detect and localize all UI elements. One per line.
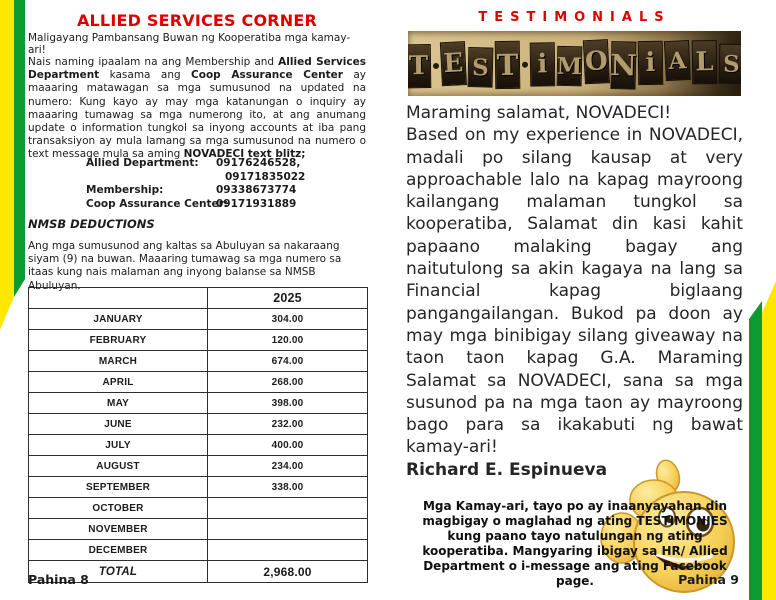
testimonial-text: Based on my experience in NOVADECI, madali po silang kausap at very approachable lalo na kapag mayroong kailangang malaman tungkol sa kooperatiba, Salamat din kasi kahit papaano malaking bagay ang naitutulong sa akin kagaya na lang sa Financial kapag biglaang pangangailangan. Bukod pa doon ay may mga binibigay silang giveaway na taon taon kapag G.A. Maraming Salamat sa NOVADECI, sana sa mga susunod pa na mga taon ay mayroong bago para sa ikakabuti ng bawat kamay-ari! <box>406 125 743 458</box>
testimonies-invitation-note: Mga Kamay-ari, tayo po ay inaanyayahan din magbigay o maglahad ng ating TESTIMONIES kung paano tayo natulungan ng ating kooperatiba. Mangyaring ibigay sa HR/ Allied Department o i-message ang ating Facebook page. <box>422 499 728 588</box>
phone-numbers <box>216 157 305 184</box>
table-cell-month: FEBRUARY <box>29 330 208 351</box>
phone-row <box>86 184 305 198</box>
page-number-right: Pahina 9 <box>678 572 739 587</box>
table-row <box>29 372 368 393</box>
letterpress-letter-block: T <box>494 40 520 88</box>
greeting-line: Maligayang Pambansang Buwan ng Kooperatiba mga kamay-ari! <box>28 32 351 56</box>
phone-row <box>86 157 305 184</box>
table-cell-month: SEPTEMBER <box>29 477 208 498</box>
intro-paragraph <box>28 56 366 162</box>
letterpress-letter-block: N <box>610 41 636 90</box>
right-green-ribbon <box>749 301 762 600</box>
table-cell-month: AUGUST <box>29 456 208 477</box>
phone-number: 09171835022 <box>225 170 306 183</box>
table-cell-month: JUNE <box>29 414 208 435</box>
letterpress-letter-block: L <box>691 40 717 84</box>
table-cell-amount: 268.00 <box>208 372 368 393</box>
page-right <box>406 0 743 600</box>
table-cell-month: JANUARY <box>29 309 208 330</box>
table-cell-month: DECEMBER <box>29 540 208 561</box>
table-total-value: 2,968.00 <box>208 561 368 583</box>
table-row <box>29 330 368 351</box>
phone-label: Membership: <box>86 184 164 196</box>
table-cell-month: JULY <box>29 435 208 456</box>
letterpress-letter-block: M <box>556 45 582 86</box>
letterpress-letter-block: O <box>582 39 609 84</box>
table-cell-amount <box>208 498 368 519</box>
table-header-year: 2025 <box>208 288 368 309</box>
nmsb-deductions-heading: NMSB DEDUCTIONS <box>28 217 155 231</box>
phone-row <box>86 198 305 212</box>
table-cell-amount: 400.00 <box>208 435 368 456</box>
left-yellow-ribbon <box>0 0 14 330</box>
phone-number: 09176246528, <box>216 157 301 169</box>
table-cell-amount: 120.00 <box>208 330 368 351</box>
letterpress-letter-block: T <box>408 44 431 88</box>
letterpress-letter-block: E <box>439 41 466 86</box>
table-cell-amount: 338.00 <box>208 477 368 498</box>
page-number-left: Pahina 8 <box>28 572 89 587</box>
table-cell-amount: 674.00 <box>208 351 368 372</box>
deductions-paragraph: Ang mga sumusunod ang kaltas sa Abuluyan sa nakaraang siyam (9) na buwan. Maaaring tumawag sa mga numero sa itaas kung nais malaman ang inyong balanse sa NMSB Abuluyan. <box>28 240 342 292</box>
testimonial-author: Richard E. Espinueva <box>406 459 608 480</box>
table-row <box>29 456 368 477</box>
table-row <box>29 477 368 498</box>
table-cell-amount: 232.00 <box>208 414 368 435</box>
table-cell-month: APRIL <box>29 372 208 393</box>
table-row <box>29 351 368 372</box>
letterpress-letter-block: i <box>529 42 555 86</box>
table-row <box>29 414 368 435</box>
table-row <box>29 393 368 414</box>
testimonial-opening: Maraming salamat, NOVADECI! <box>406 103 672 123</box>
page-left <box>28 0 366 600</box>
letterpress-blocks <box>408 37 741 90</box>
phone-label: Allied Department: <box>86 157 199 169</box>
table-row <box>29 540 368 561</box>
testimonials-title: TESTIMONIALS <box>478 10 671 25</box>
phone-label: Coop Assurance Center: <box>86 197 228 210</box>
table-cell-amount: 398.00 <box>208 393 368 414</box>
table-header-row <box>29 288 368 309</box>
table-cell-month: MARCH <box>29 351 208 372</box>
testimonial-body <box>406 102 743 481</box>
table-row <box>29 519 368 540</box>
intro-segment: Nais naming ipaalam na ang Membership and <box>28 56 279 68</box>
table-cell-month: OCTOBER <box>29 498 208 519</box>
table-header-empty-cell <box>29 288 208 309</box>
table-cell-amount: 304.00 <box>208 309 368 330</box>
letterpress-letter-block: S <box>718 43 741 84</box>
table-cell-amount <box>208 540 368 561</box>
table-cell-month: MAY <box>29 393 208 414</box>
letterpress-testimonials-photo <box>408 31 741 96</box>
intro-bold-segment: Coop Assurance Center <box>191 69 343 82</box>
deductions-table <box>28 287 368 583</box>
deductions-table-body <box>29 288 368 583</box>
letterpress-dot <box>521 61 527 67</box>
letterpress-letter-block: i <box>637 40 663 84</box>
table-total-label: TOTAL <box>29 561 208 583</box>
table-row <box>29 435 368 456</box>
phone-directory <box>86 157 305 211</box>
phone-number: 09338673774 <box>216 184 297 196</box>
intro-bold-segment: NOVADECI text blitz; <box>183 148 306 161</box>
table-cell-amount <box>208 519 368 540</box>
letterpress-letter-block: A <box>663 39 690 80</box>
right-yellow-ribbon <box>762 281 776 600</box>
letterpress-letter-block: S <box>467 47 493 88</box>
allied-services-title: ALLIED SERVICES CORNER <box>76 11 318 30</box>
table-cell-month: NOVEMBER <box>29 519 208 540</box>
left-green-ribbon <box>14 0 25 297</box>
table-row <box>29 498 368 519</box>
phone-number: 09171931889 <box>216 197 297 210</box>
intro-segment: ay maaaring matawagan sa mga sumusunod na updated na numero: Kung kayo ay may mga katanungan o inquiry ay maaaring tumawag sa mga numerong ito, at ang anumang update o information tungkol sa inyong accounts at iba pang transaksiyon ay mula lamang sa mga sumusunod na numero o text message mula sa aming <box>28 69 366 161</box>
phone-numbers <box>216 184 296 198</box>
phone-numbers <box>216 198 296 212</box>
intro-segment: kasama ang <box>99 69 192 82</box>
intro-bold-segment: Allied Services Department <box>28 56 366 82</box>
table-row <box>29 309 368 330</box>
table-cell-amount: 234.00 <box>208 456 368 477</box>
letterpress-dot <box>432 62 438 68</box>
